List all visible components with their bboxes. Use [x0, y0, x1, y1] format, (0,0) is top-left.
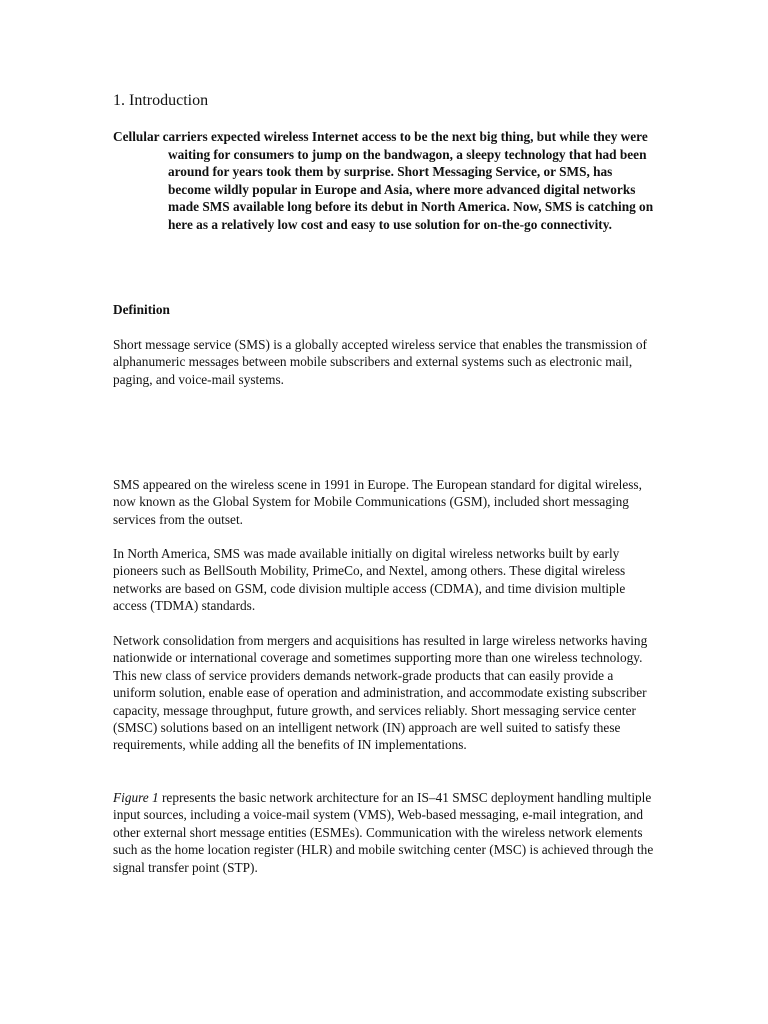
- network-consolidation-paragraph: Network consolidation from mergers and acquisitions has resulted in large wireless networks having nationwide or international coverage and sometimes supporting more than one wireless technology. This new class of service providers demands network-grade products that can easily provide a uniform solution, enable ease of operation and administration, and accommodate existing subscriber capacity, message throughput, future growth, and services reliably. Short messaging service center (SMSC) solutions based on an intelligent network (IN) approach are well suited to satisfy these requirements, while adding all the benefits of IN implementations.: [113, 633, 648, 753]
- figure-description-paragraph: [113, 789, 658, 876]
- definition-paragraph: Short message service (SMS) is a globally accepted wireless service that enables the transmission of alphanumeric messages between mobile subscribers and external systems such as electronic mail, paging, and voice-mail systems.: [113, 337, 647, 387]
- north-america-paragraph: In North America, SMS was made available initially on digital wireless networks built by early pioneers such as BellSouth Mobility, PrimeCo, and Nextel, among others. These digital wireless networks are based on GSM, code division multiple access (CDMA), and time division multiple access (TDMA) standards.: [113, 546, 626, 614]
- intro-paragraph: Cellular carriers expected wireless Internet access to be the next big thing, but while they were waiting for consumers to jump on the bandwagon, a sleepy technology that had been around for years took them by surprise. Short Messaging Service, or SMS, has become wildly popular in Europe and Asia, where more advanced digital networks made SMS available long before its debut in North America. Now, SMS is catching on here as a relatively low cost and easy to use solution for on-the-go connectivity.: [113, 129, 654, 232]
- section-heading: 1. Introduction: [113, 92, 209, 109]
- figure-description-text: represents the basic network architecture for an IS–41 SMSC deployment handling multiple input sources, including a voice-mail system (VMS), Web-based messaging, e-mail integration, and other external short message entities (ESMEs). Communication with the wireless network elements such as the home location register (HLR) and mobile switching center (MSC) is achieved through the signal transfer point (STP).: [113, 790, 654, 875]
- sms-history-paragraph: SMS appeared on the wireless scene in 1991 in Europe. The European standard for digital wireless, now known as the Global System for Mobile Communications (GSM), included short messaging services from the outset.: [113, 477, 642, 527]
- definition-heading: Definition: [113, 302, 170, 317]
- figure-reference: Figure 1: [113, 790, 159, 805]
